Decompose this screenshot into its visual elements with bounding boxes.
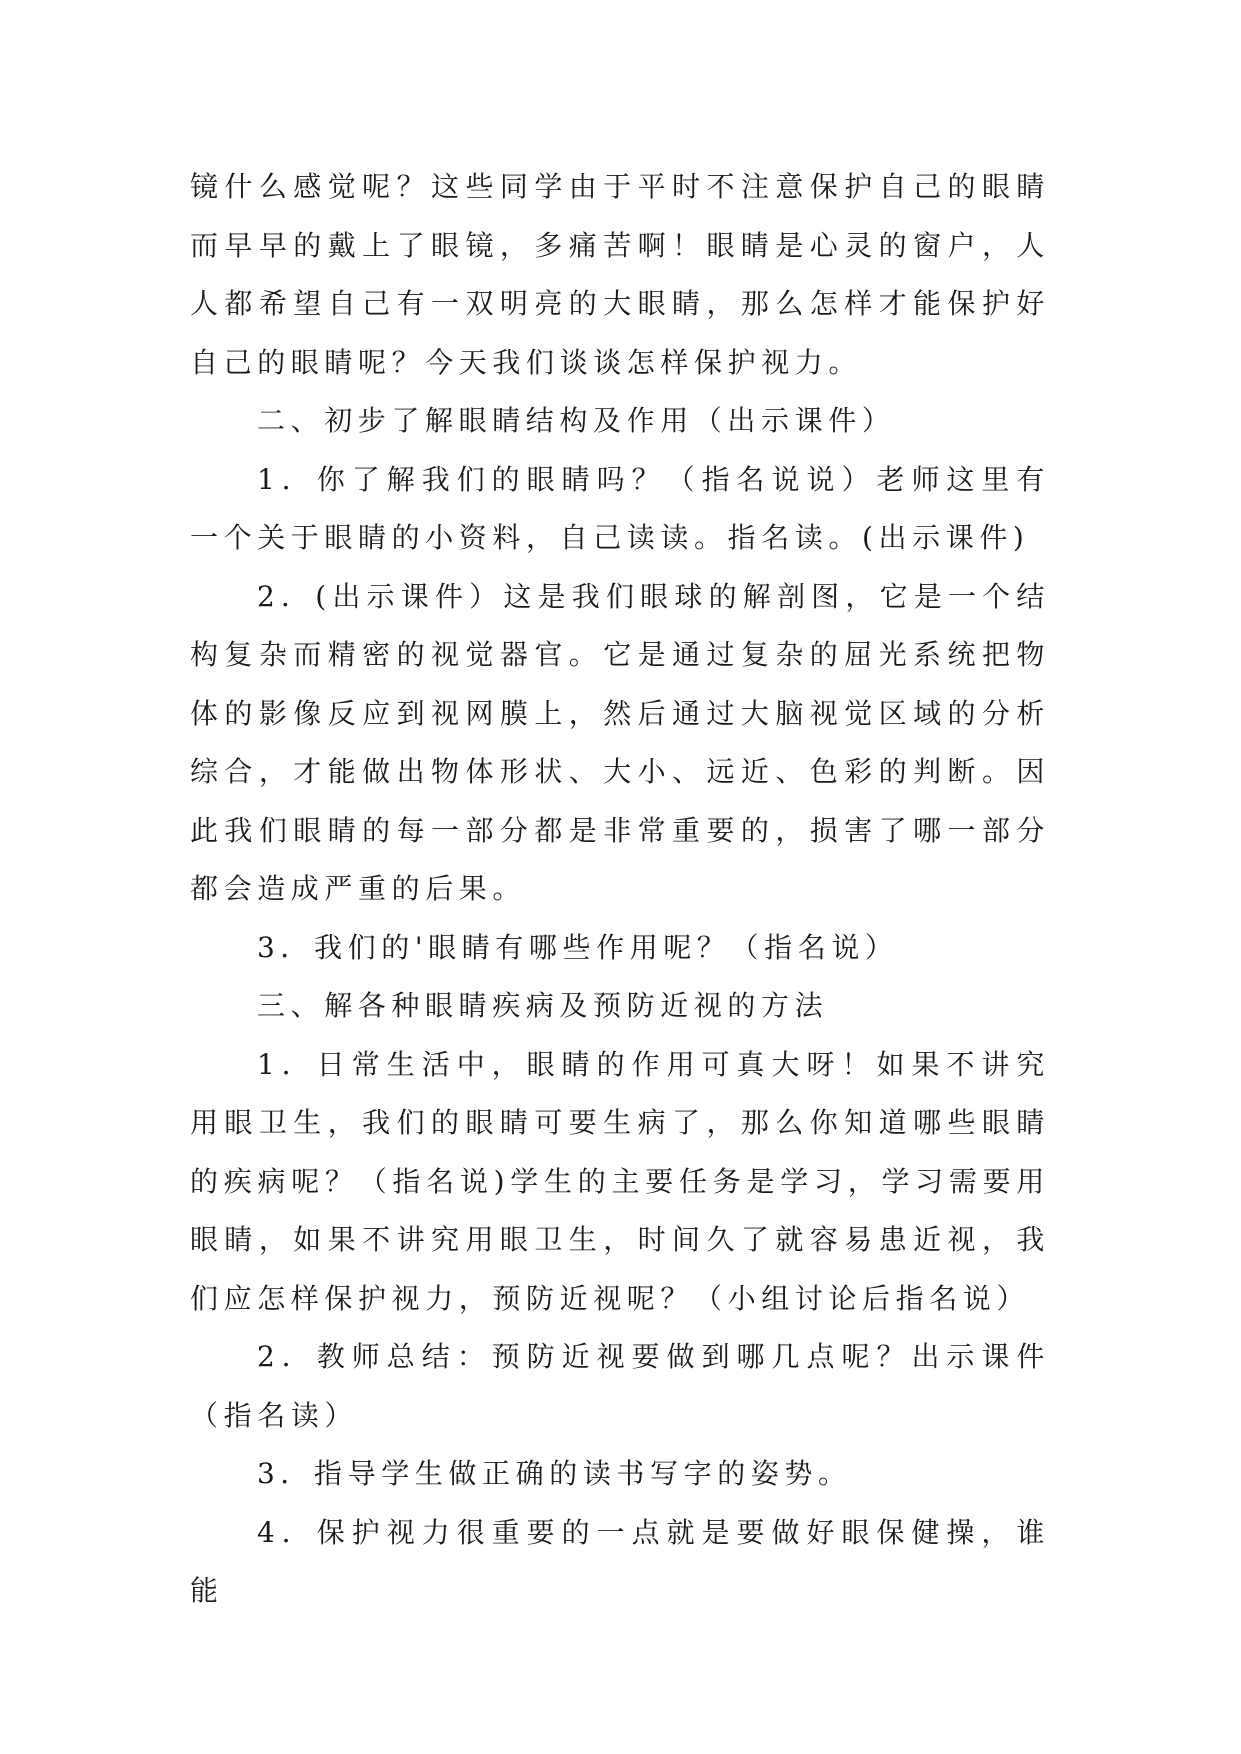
paragraph: 2．教师总结：预防近视要做到哪几点呢？出示课件（指名读） [190, 1340, 1050, 1432]
paragraph: 1．你了解我们的眼睛吗？（指名说说）老师这里有一个关于眼睛的小资料，自己读读。指名读。(出示课件) [190, 462, 1050, 554]
section-heading: 二、初步了解眼睛结构及作用（出示课件） [257, 404, 896, 437]
section-heading: 三、解各种眼睛疾病及预防近视的方法 [257, 989, 829, 1022]
paragraph: 2．(出示课件）这是我们眼球的解剖图，它是一个结构复杂而精密的视觉器官。它是通过复杂的屈光系统把物体的影像反应到视网膜上，然后通过大脑视觉区域的分析综合，才能做出物体形状、大小、远近、色彩的判断。因此我们眼睛的每一部分都是非常重要的，损害了哪一部分都会造成严重的后果。 [190, 579, 1050, 905]
paragraph: 3．指导学生做正确的读书写字的姿势。 [257, 1457, 852, 1490]
paragraph: 3．我们的'眼睛有哪些作用呢？（指名说） [257, 930, 899, 964]
document-body [190, 158, 1050, 1621]
paragraph: 4．保护视力很重要的一点就是要做好眼保健操，谁能 [190, 1515, 1050, 1607]
paragraph: 镜什么感觉呢？这些同学由于平时不注意保护自己的眼睛而早早的戴上了眼镜，多痛苦啊！眼睛是心灵的窗户，人人都希望自己有一双明亮的大眼睛，那么怎样才能保护好自己的眼睛呢？今天我们谈谈怎样保护视力。 [190, 170, 1050, 379]
paragraph: 1．日常生活中，眼睛的作用可真大呀！如果不讲究用眼卫生，我们的眼睛可要生病了，那么你知道哪些眼睛的疾病呢？（指名说)学生的主要任务是学习，学习需要用眼睛，如果不讲究用眼卫生，时间久了就容易患近视，我们应怎样保护视力，预防近视呢？（小组讨论后指名说） [190, 1047, 1050, 1315]
